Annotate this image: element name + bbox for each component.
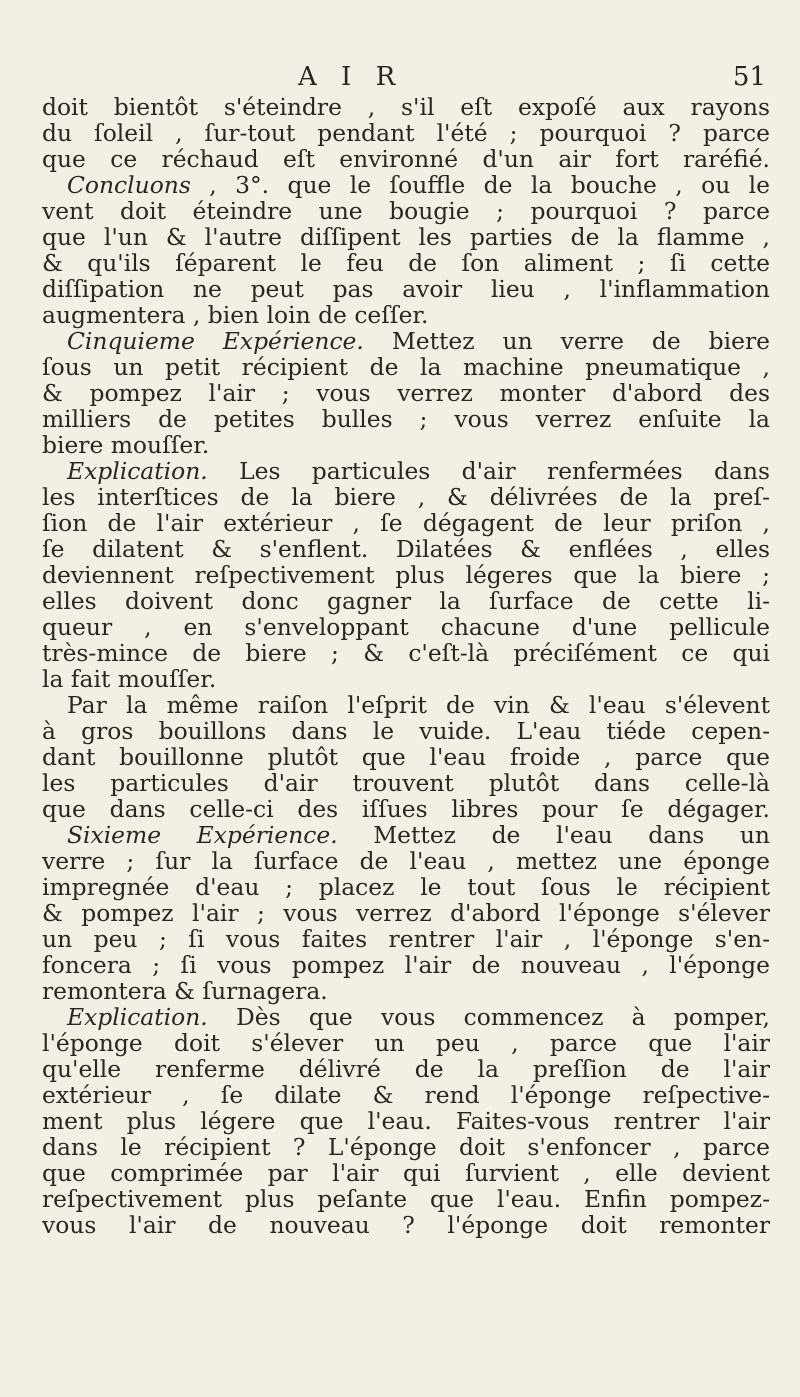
text-line [42,770,770,796]
text-line [42,354,770,380]
text-line [42,328,770,354]
line-text: que ce réchaud eſt environné d'un air fort raréfié. [42,145,770,173]
text-line [42,822,770,848]
line-text: diſſipation ne peut pas avoir lieu , l'inflammation [42,275,770,303]
line-text: ſe dilatent & s'enflent. Dilatées & enflées , elles [42,535,770,563]
text-line [42,562,770,588]
line-text: ment plus légere que l'eau. Faites-vous rentrer l'air [42,1107,770,1135]
section-heading: Explication. [67,1003,208,1031]
text-line [42,744,770,770]
line-text: que comprimée par l'air qui ſurvient , elle devient [42,1159,770,1187]
line-text: Dès que vous commencez à pomper, [207,1003,770,1031]
line-text: vent doit éteindre une bougie ; pourquoi ? parce [42,197,770,225]
text-line [42,1082,770,1108]
line-text: reſpectivement plus peſante que l'eau. Enfin pompez- [42,1185,770,1213]
text-line [42,640,770,666]
line-text: ſion de l'air extérieur , ſe dégagent de leur priſon , [42,509,770,537]
line-text: deviennent reſpectivement plus légeres que la biere ; [42,561,770,589]
section-heading: Sixieme Expérience. [67,821,338,849]
line-text: & pompez l'air ; vous verrez monter d'abord des [42,379,770,407]
text-line [42,432,770,458]
line-text: foncera ; ſi vous pompez l'air de nouveau , l'éponge [42,951,770,979]
line-text: les interſtices de la biere , & délivrées de la preſ- [42,483,770,511]
text-line [42,224,770,250]
line-text: & pompez l'air ; vous verrez d'abord l'éponge s'élever [42,899,770,927]
text-line [42,848,770,874]
line-text: qu'elle renferme délivré de la preſſion de l'air [42,1055,770,1083]
line-text: du ſoleil , ſur-tout pendant l'été ; pourquoi ? parce [42,119,770,147]
text-line [42,874,770,900]
line-text: Mettez un verre de biere [363,327,771,355]
line-text: biere mouſſer. [42,431,210,459]
text-line [42,692,770,718]
line-text: milliers de petites bulles ; vous verrez enſuite la [42,405,770,433]
line-text: dans le récipient ? L'éponge doit s'enfoncer , parce [42,1133,770,1161]
line-text: remontera & ſurnagera. [42,977,328,1005]
line-text: ſous un petit récipient de la machine pneumatique , [42,353,770,381]
body-text [42,94,770,1238]
text-line [42,250,770,276]
section-heading: Cinquieme Expérience. [67,327,364,355]
line-text: très-mince de biere ; & c'eſt-là préciſément ce qui [42,639,770,667]
text-line [42,588,770,614]
line-text: la fait mouſſer. [42,665,217,693]
text-line [42,94,770,120]
text-line [42,146,770,172]
text-line [42,926,770,952]
running-header [42,62,770,92]
line-text: augmentera , bien loin de ceſſer. [42,301,429,329]
line-text: doit bientôt s'éteindre , s'il eſt expoſé aux rayons [42,93,770,121]
line-text: les particules d'air trouvent plutôt dans celle-là [42,769,770,797]
line-text: & qu'ils ſéparent le feu de ſon aliment ; ſi cette [42,249,770,277]
text-line [42,198,770,224]
page-number: 51 [732,62,766,92]
text-line [42,120,770,146]
text-line [42,536,770,562]
line-text: que dans celle-ci des iſſues libres pour ſe dégager. [42,795,770,823]
line-text: Les particules d'air renfermées dans [207,457,770,485]
text-line [42,952,770,978]
section-heading: Concluons [67,171,191,199]
text-line [42,172,770,198]
section-heading: Explication. [67,457,208,485]
line-text: à gros bouillons dans le vuide. L'eau tiéde cepen- [42,717,770,745]
text-line [42,380,770,406]
text-line [42,276,770,302]
line-text: verre ; ſur la ſurface de l'eau , mettez une éponge [42,847,770,875]
line-text: Mettez de l'eau dans un [337,821,770,849]
line-text: queur , en s'enveloppant chacune d'une pellicule [42,613,770,641]
text-line [42,1134,770,1160]
line-text: elles doivent donc gagner la ſurface de cette li- [42,587,770,615]
text-line [42,458,770,484]
line-text: que l'un & l'autre diſſipent les parties de la flamme , [42,223,770,251]
text-line [42,510,770,536]
text-line [42,406,770,432]
text-line [42,1056,770,1082]
text-line [42,614,770,640]
text-line [42,1108,770,1134]
text-line [42,1004,770,1030]
text-line [42,1186,770,1212]
line-text: , 3°. que le ſouffle de la bouche , ou le [190,171,770,199]
line-text: un peu ; ſi vous faites rentrer l'air , l'éponge s'en- [42,925,770,953]
line-text: l'éponge doit s'élever un peu , parce que l'air [42,1029,770,1057]
text-line [42,484,770,510]
text-line [42,1212,770,1238]
text-line [42,796,770,822]
running-title: A I R [298,62,404,92]
line-text: extérieur , ſe dilate & rend l'éponge reſpective- [42,1081,770,1109]
text-line [42,666,770,692]
text-line [42,302,770,328]
text-line [42,1030,770,1056]
text-line [42,900,770,926]
line-text: dant bouillonne plutôt que l'eau froide , parce que [42,743,770,771]
text-line [42,718,770,744]
line-text: impregnée d'eau ; placez le tout ſous le récipient [42,873,770,901]
line-text: Par la même raiſon l'eſprit de vin & l'eau s'élevent [67,691,770,719]
line-text: vous l'air de nouveau ? l'éponge doit remonter [42,1211,770,1239]
text-line [42,1160,770,1186]
text-line [42,978,770,1004]
